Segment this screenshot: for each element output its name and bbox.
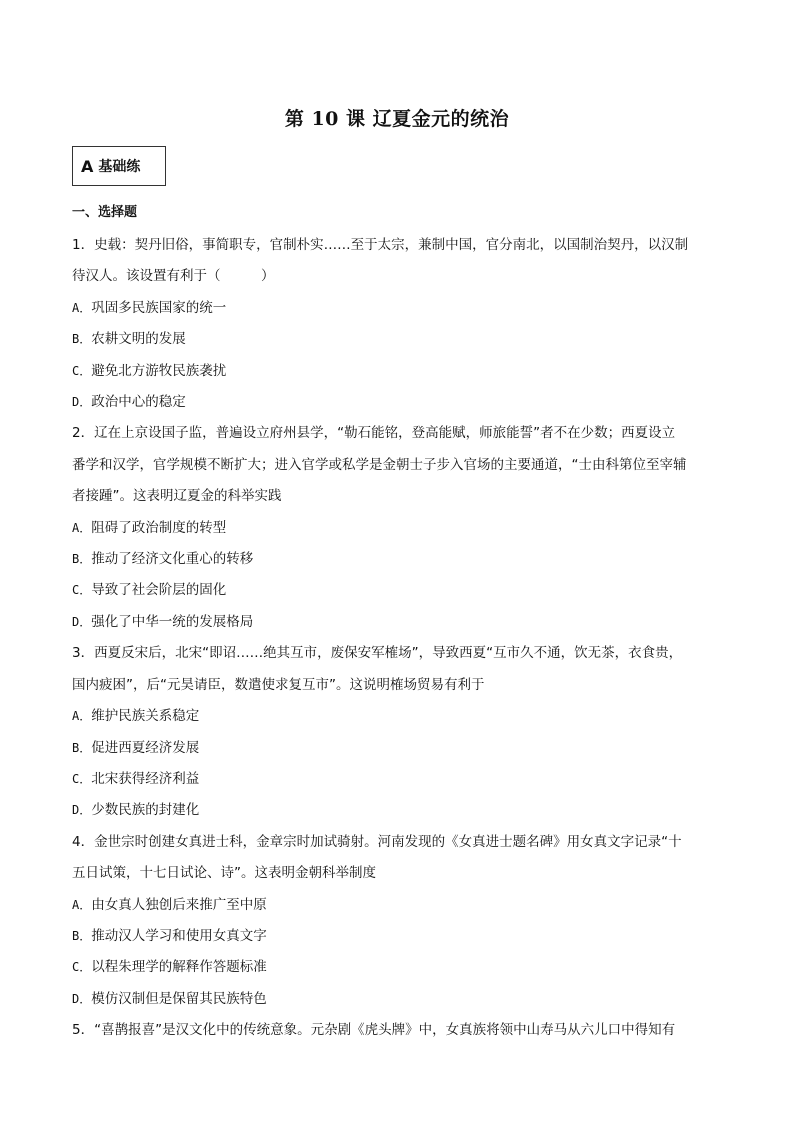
option-c[interactable] xyxy=(72,575,724,606)
option-letter: C． xyxy=(72,771,92,786)
option-letter: A． xyxy=(72,897,92,912)
option-a[interactable] xyxy=(72,701,724,732)
option-letter: C． xyxy=(72,583,92,598)
option-c[interactable] xyxy=(72,356,724,387)
option-text: 农耕文明的发展 xyxy=(91,331,186,348)
question-text-line: 五日试策，十七日试论、诗”。这表明金朝科举制度 xyxy=(72,865,376,882)
question-1 xyxy=(72,230,724,418)
option-c[interactable] xyxy=(72,764,724,795)
option-letter: C． xyxy=(72,960,92,975)
option-d[interactable] xyxy=(72,795,724,826)
section-label: 基础练 xyxy=(98,159,141,175)
option-text: 北宋获得经济利益 xyxy=(91,770,200,787)
option-letter: D． xyxy=(72,803,92,818)
option-text: 由女真人独创后来推广至中原 xyxy=(91,896,267,913)
option-letter: D． xyxy=(72,614,92,629)
option-letter: A． xyxy=(72,520,92,535)
section-label-box xyxy=(72,146,166,186)
page-title: 第 10 课 辽夏金元的统治 xyxy=(284,108,510,130)
option-d[interactable] xyxy=(72,607,724,638)
question-list xyxy=(72,200,724,1047)
option-b[interactable] xyxy=(72,921,724,952)
question-text-line: 待汉人。该设置有利于（ ） xyxy=(72,268,275,285)
question-text-line: 番学和汉学，官学规模不断扩大；进入官学或私学是金朝士子步入官场的主要通道，“士由科第位至宰辅 xyxy=(72,456,687,473)
section-letter: A xyxy=(81,156,94,176)
question-2 xyxy=(72,418,724,638)
option-d[interactable] xyxy=(72,387,724,418)
option-text: 导致了社会阶层的固化 xyxy=(91,582,227,599)
option-text: 少数民族的封建化 xyxy=(91,802,200,819)
option-text: 模仿汉制但是保留其民族特色 xyxy=(91,990,267,1007)
option-d[interactable] xyxy=(72,984,724,1015)
option-b[interactable] xyxy=(72,733,724,764)
question-5 xyxy=(72,1015,724,1046)
option-letter: A． xyxy=(72,709,92,724)
option-b[interactable] xyxy=(72,324,724,355)
option-letter: C． xyxy=(72,363,92,378)
section-heading: 一、选择题 xyxy=(72,205,138,220)
question-text-line: 者接踵”。这表明辽夏金的科举实践 xyxy=(72,488,282,505)
option-a[interactable] xyxy=(72,293,724,324)
question-text-line: 5．“喜鹊报喜”是汉文化中的传统意象。元杂剧《虎头牌》中，女真族将领中山寿马从六儿口中得知有 xyxy=(72,1022,676,1039)
option-text: 强化了中华一统的发展格局 xyxy=(91,613,254,630)
option-text: 以程朱理学的解释作答题标准 xyxy=(91,959,267,976)
option-text: 维护民族关系稳定 xyxy=(91,708,200,725)
option-a[interactable] xyxy=(72,513,724,544)
option-text: 巩固多民族国家的统一 xyxy=(91,299,227,316)
question-text-line: 1．史载：契丹旧俗，事简职专，官制朴实……至于太宗，兼制中国，官分南北，以国制治契丹，以汉制 xyxy=(72,237,689,253)
option-text: 政治中心的稳定 xyxy=(91,394,186,411)
option-letter: B． xyxy=(72,928,92,943)
option-text: 推动了经济文化重心的转移 xyxy=(91,551,254,568)
option-text: 推动汉人学习和使用女真文字 xyxy=(91,927,267,944)
option-letter: D． xyxy=(72,395,92,410)
question-text-line: 国内疲困”，后“元昊请臣，数遣使求复互市”。这说明榷场贸易有利于 xyxy=(72,676,485,693)
option-letter: B． xyxy=(72,740,92,755)
option-letter: B． xyxy=(72,552,92,567)
option-b[interactable] xyxy=(72,544,724,575)
option-letter: A． xyxy=(72,300,92,315)
option-text: 阻碍了政治制度的转型 xyxy=(91,519,227,536)
option-text: 避免北方游牧民族袭扰 xyxy=(91,362,227,379)
option-letter: B． xyxy=(72,332,92,347)
question-text-line: 3．西夏反宋后，北宋“即诏……绝其互市，废保安军榷场”，导致西夏“互市久不通，饮无茶，衣食贵， xyxy=(72,645,683,662)
question-4 xyxy=(72,827,724,1015)
option-a[interactable] xyxy=(72,890,724,921)
option-c[interactable] xyxy=(72,952,724,983)
question-text-line: 4．金世宗时创建女真进士科，金章宗时加试骑射。河南发现的《女真进士题名碑》用女真文字记录“十 xyxy=(72,833,682,850)
option-letter: D． xyxy=(72,991,92,1006)
question-3 xyxy=(72,638,724,826)
option-text: 促进西夏经济发展 xyxy=(91,739,200,756)
question-text-line: 2．辽在上京设国子监，普遍设立府州县学，“勒石能铭，登高能赋，师旅能誓”者不在少数；西夏设立 xyxy=(72,425,676,442)
